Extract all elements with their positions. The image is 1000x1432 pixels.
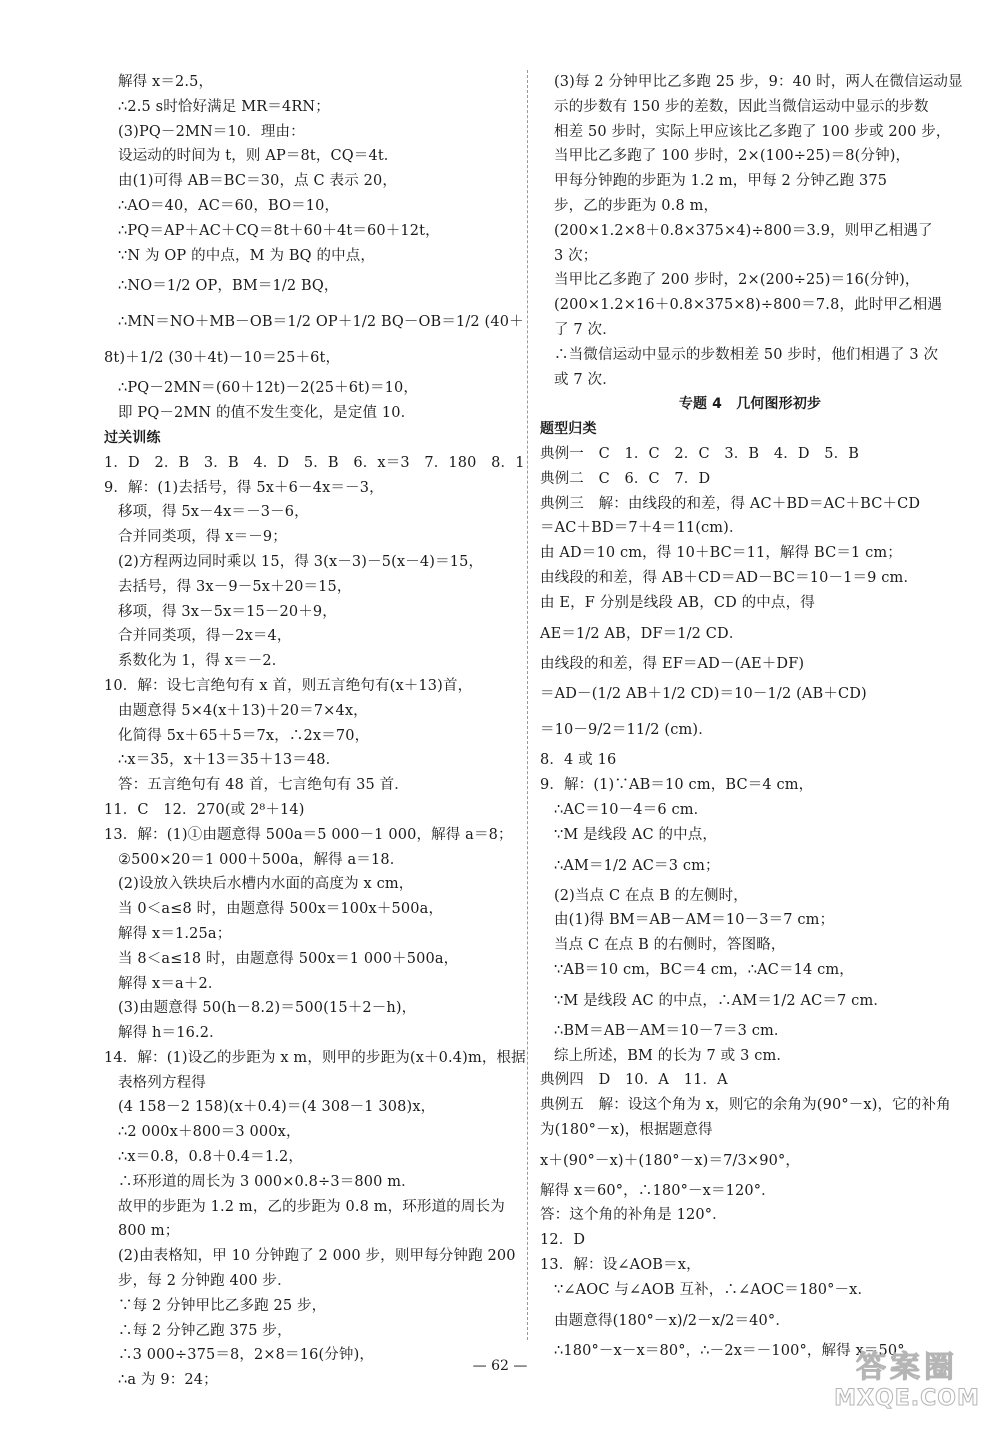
text-line: 化简得 5x＋65＋5＝7x，∴2x＝70， <box>118 727 370 744</box>
text-line: ∴2.5 s时恰好满足 MR＝4RN； <box>118 98 330 115</box>
text-line: 表格列方程得 <box>118 1074 206 1091</box>
text-line: 甲每分钟跑的步距为 1.2 m，甲每 2 分钟乙跑 375 <box>554 173 888 190</box>
text-line: ∴每 2 分钟乙跑 375 步， <box>118 1322 292 1339</box>
text-line: 11．C 12．270(或 2⁸＋14) <box>104 801 305 818</box>
text-line: 9．解：(1)去括号，得 5x＋6－4x＝－3， <box>104 479 384 496</box>
text-line: ∴PQ＝AP＋AC＋CQ＝8t＋60＋4t＝60＋12t， <box>118 222 440 239</box>
text-line: 步，每 2 分钟跑 400 步． <box>118 1273 292 1290</box>
text-line: 由 AD＝10 cm，得 10＋BC＝11，解得 BC＝1 cm； <box>540 545 902 562</box>
text-line: 12．D <box>540 1232 586 1249</box>
text-line: 由题意得(180°－x)/2－x/2＝40°． <box>554 1312 790 1329</box>
text-line: ∴NO＝1/2 OP，BM＝1/2 BQ， <box>118 278 339 295</box>
text-line: 解得 x＝a＋2． <box>118 975 223 992</box>
chapter-heading: 专题 4 几何图形初步 <box>678 396 822 413</box>
text-line: ∵M 是线段 AC 的中点， <box>554 826 718 843</box>
text-line: 10．解：设七言绝句有 x 首，则五言绝句有(x＋13)首， <box>104 677 473 694</box>
text-line: 或 7 次． <box>554 371 617 388</box>
text-line: (3)由题意得 50(h－8.2)＝500(15＋2－h)， <box>118 1000 417 1017</box>
right-column <box>540 70 963 1363</box>
text-line: 典例二 C 6．C 7．D <box>540 470 711 487</box>
text-line: 解得 h＝16.2． <box>118 1025 224 1042</box>
watermark-text-top: 答案圈 <box>856 1350 958 1385</box>
text-line: 了 7 次． <box>554 321 617 338</box>
text-line: 即 PQ－2MN 的值不发生变化，是定值 10． <box>118 405 416 422</box>
text-line: 相差 50 步时，实际上甲应该比乙多跑了 100 步或 200 步， <box>554 123 951 140</box>
left-column <box>104 70 524 1393</box>
text-line: ∴x＝0.8，0.8＋0.4＝1.2， <box>118 1149 303 1166</box>
text-line: ∴x＝35，x＋13＝35＋13＝48． <box>118 752 341 769</box>
text-line: 移项，得 5x－4x＝－3－6， <box>118 504 309 521</box>
section-heading: 题型归类 <box>540 421 597 438</box>
text-line: ∴AO＝40，AC＝60，BO＝10， <box>118 197 340 214</box>
section-heading: 过关训练 <box>104 429 161 446</box>
text-line: 13．解：设∠AOB＝x， <box>540 1257 701 1274</box>
text-line: 13．解：(1)①由题意得 500a＝5 000－1 000，解得 a＝8； <box>104 826 513 843</box>
text-line: 去括号，得 3x－9－5x＋20＝15， <box>118 578 352 595</box>
text-line: 当甲比乙多跑了 100 步时，2×(100÷25)＝8(分钟)， <box>554 148 911 165</box>
watermark-logo <box>832 1342 982 1422</box>
text-line: x＋(90°－x)＋(180°－x)＝7/3×90°， <box>540 1152 801 1169</box>
text-line: 当点 C 在点 B 的右侧时，答图略， <box>554 937 786 954</box>
text-line: 14．解：(1)设乙的步距为 x m，则甲的步距为(x＋0.4)m，根据 <box>104 1049 526 1066</box>
text-line: 1．D 2．B 3．B 4．D 5．B 6．x＝3 7．180 8．1 <box>104 454 525 471</box>
column-divider <box>527 70 528 1340</box>
text-line: ②500×20＝1 000＋500a，解得 a＝18． <box>118 851 405 868</box>
text-line: 答：五言绝句有 48 首，七言绝句有 35 首． <box>118 777 409 794</box>
text-line: 步，乙的步距为 0.8 m， <box>554 197 719 214</box>
text-line: (200×1.2×16＋0.8×375×8)÷800＝7.8，此时甲乙相遇 <box>554 297 942 314</box>
text-line: AE＝1/2 AB，DF＝1/2 CD． <box>540 625 744 642</box>
text-line: 解得 x＝1.25a； <box>118 925 232 942</box>
text-line: ∵每 2 分钟甲比乙多跑 25 步， <box>118 1297 327 1314</box>
watermark-text-bottom: MXQE.COM <box>834 1386 980 1411</box>
text-line: ∴a 为 9：24； <box>118 1372 218 1389</box>
text-line: ∴3 000÷375＝8，2×8＝16(分钟)， <box>118 1347 375 1364</box>
text-line: 综上所述，BM 的长为 7 或 3 cm． <box>554 1047 792 1064</box>
text-line: 设运动的时间为 t，则 AP＝8t，CQ＝4t． <box>118 148 399 165</box>
text-line: 800 m； <box>118 1223 180 1240</box>
text-line: ＝AC＋BD＝7＋4＝11(cm)． <box>540 520 744 537</box>
text-line: 由(1)得 BM＝AB－AM＝10－3＝7 cm； <box>554 912 835 929</box>
text-line: 合并同类项，得－2x＝4， <box>118 628 292 645</box>
text-line: (3)每 2 分钟甲比乙多跑 25 步，9：40 时，两人在微信运动显 <box>554 74 963 90</box>
text-line: ∴AC＝10－4＝6 cm． <box>554 801 709 818</box>
text-line: ∴AM＝1/2 AC＝3 cm； <box>554 857 720 874</box>
text-line: 由(1)可得 AB＝BC＝30，点 C 表示 20， <box>118 173 398 190</box>
text-line: 9．解：(1)∵AB＝10 cm，BC＝4 cm， <box>540 777 814 794</box>
text-line: (3)PQ－2MN＝10．理由： <box>118 123 305 140</box>
text-line: ∴180°－x－x＝80°，∴－2x＝－100°，解得 x＝50°， <box>554 1342 920 1359</box>
text-line: ∵N 为 OP 的中点，M 为 BQ 的中点， <box>118 247 376 264</box>
text-line: ∵M 是线段 AC 的中点，∴AM＝1/2 AC＝7 cm． <box>554 992 888 1009</box>
text-line: 当甲比乙多跑了 200 步时，2×(200÷25)＝16(分钟)， <box>554 272 920 289</box>
text-line: ＝10－9/2＝11/2 (cm)． <box>540 722 713 739</box>
text-line: 解得 x＝2.5， <box>118 74 214 90</box>
text-line: ∴当微信运动中显示的步数相差 50 步时，他们相遇了 3 次 <box>554 346 939 363</box>
text-line: 示的步数有 150 步的差数，因此当微信运动中显示的步数 <box>554 98 929 115</box>
text-line: 答：这个角的补角是 120°． <box>540 1207 727 1224</box>
text-line: ∴PQ－2MN＝(60＋12t)－2(25＋6t)＝10， <box>118 380 419 397</box>
text-line: (2)当点 C 在点 B 的左侧时， <box>554 887 748 904</box>
text-line: 由 E，F 分别是线段 AB，CD 的中点，得 <box>540 594 815 611</box>
text-line: 8．4 或 16 <box>540 752 617 769</box>
text-line: 由线段的和差，得 AB＋CD＝AD－BC＝10－1＝9 cm． <box>540 569 919 586</box>
text-line: 合并同类项，得 x＝－9； <box>118 529 287 546</box>
text-line: 系数化为 1，得 x＝－2． <box>118 653 287 670</box>
text-line: ∴BM＝AB－AM＝10－7＝3 cm． <box>554 1022 789 1039</box>
text-line: 典例五 解：设这个角为 x，则它的余角为(90°－x)，它的补角 <box>540 1097 951 1114</box>
text-line: 故甲的步距为 1.2 m，乙的步距为 0.8 m，环形道的周长为 <box>118 1198 505 1215</box>
text-line: (2)方程两边同时乘以 15，得 3(x－3)－5(x－4)＝15， <box>118 553 484 570</box>
text-line: (2)设放入铁块后水槽内水面的高度为 x cm， <box>118 876 414 893</box>
text-line: ∴2 000x＋800＝3 000x， <box>118 1124 301 1141</box>
text-line: ∴MN＝NO＋MB－OB＝1/2 OP＋1/2 BQ－OB＝1/2 (40＋ <box>118 314 524 331</box>
text-line: 典例四 D 10．A 11．A <box>540 1072 728 1089</box>
text-line: 解得 x＝60°，∴180°－x＝120°． <box>540 1182 776 1199</box>
text-line: ∵AB＝10 cm，BC＝4 cm，∴AC＝14 cm， <box>554 961 854 978</box>
text-line: ＝AD－(1/2 AB＋1/2 CD)＝10－1/2 (AB＋CD) <box>540 686 867 703</box>
text-line: 典例三 解：由线段的和差，得 AC＋BD＝AC＋BC＋CD <box>540 495 921 512</box>
text-line: ∴环形道的周长为 3 000×0.8÷3＝800 m． <box>118 1173 416 1190</box>
text-line: (2)由表格知，甲 10 分钟跑了 2 000 步，则甲每分钟跑 200 <box>118 1248 516 1265</box>
text-line: 典例一 C 1．C 2．C 3．B 4．D 5．B <box>540 445 860 462</box>
text-line: ∵∠AOC 与∠AOB 互补，∴∠AOC＝180°－x． <box>554 1281 873 1298</box>
text-line: 为(180°－x)，根据题意得 <box>540 1121 713 1138</box>
text-line: (4 158－2 158)(x＋0.4)＝(4 308－1 308)x， <box>118 1099 436 1116</box>
text-line: 由线段的和差，得 EF＝AD－(AE＋DF) <box>540 655 805 672</box>
text-line: 8t)＋1/2 (30＋4t)－10＝25＋6t， <box>104 350 341 367</box>
text-line: 移项，得 3x－5x＝15－20＋9， <box>118 603 337 620</box>
page-number: — 62 — <box>472 1358 528 1374</box>
text-line: 当 0＜a≤8 时，由题意得 500x＝100x＋500a， <box>118 901 444 918</box>
text-line: 由题意得 5×4(x＋13)＋20＝7×4x， <box>118 702 368 719</box>
text-line: (200×1.2×8＋0.8×375×4)÷800＝3.9，则甲乙相遇了 <box>554 222 933 239</box>
text-line: 当 8＜a≤18 时，由题意得 500x＝1 000＋500a， <box>118 950 459 967</box>
text-line: 3 次； <box>554 247 598 264</box>
